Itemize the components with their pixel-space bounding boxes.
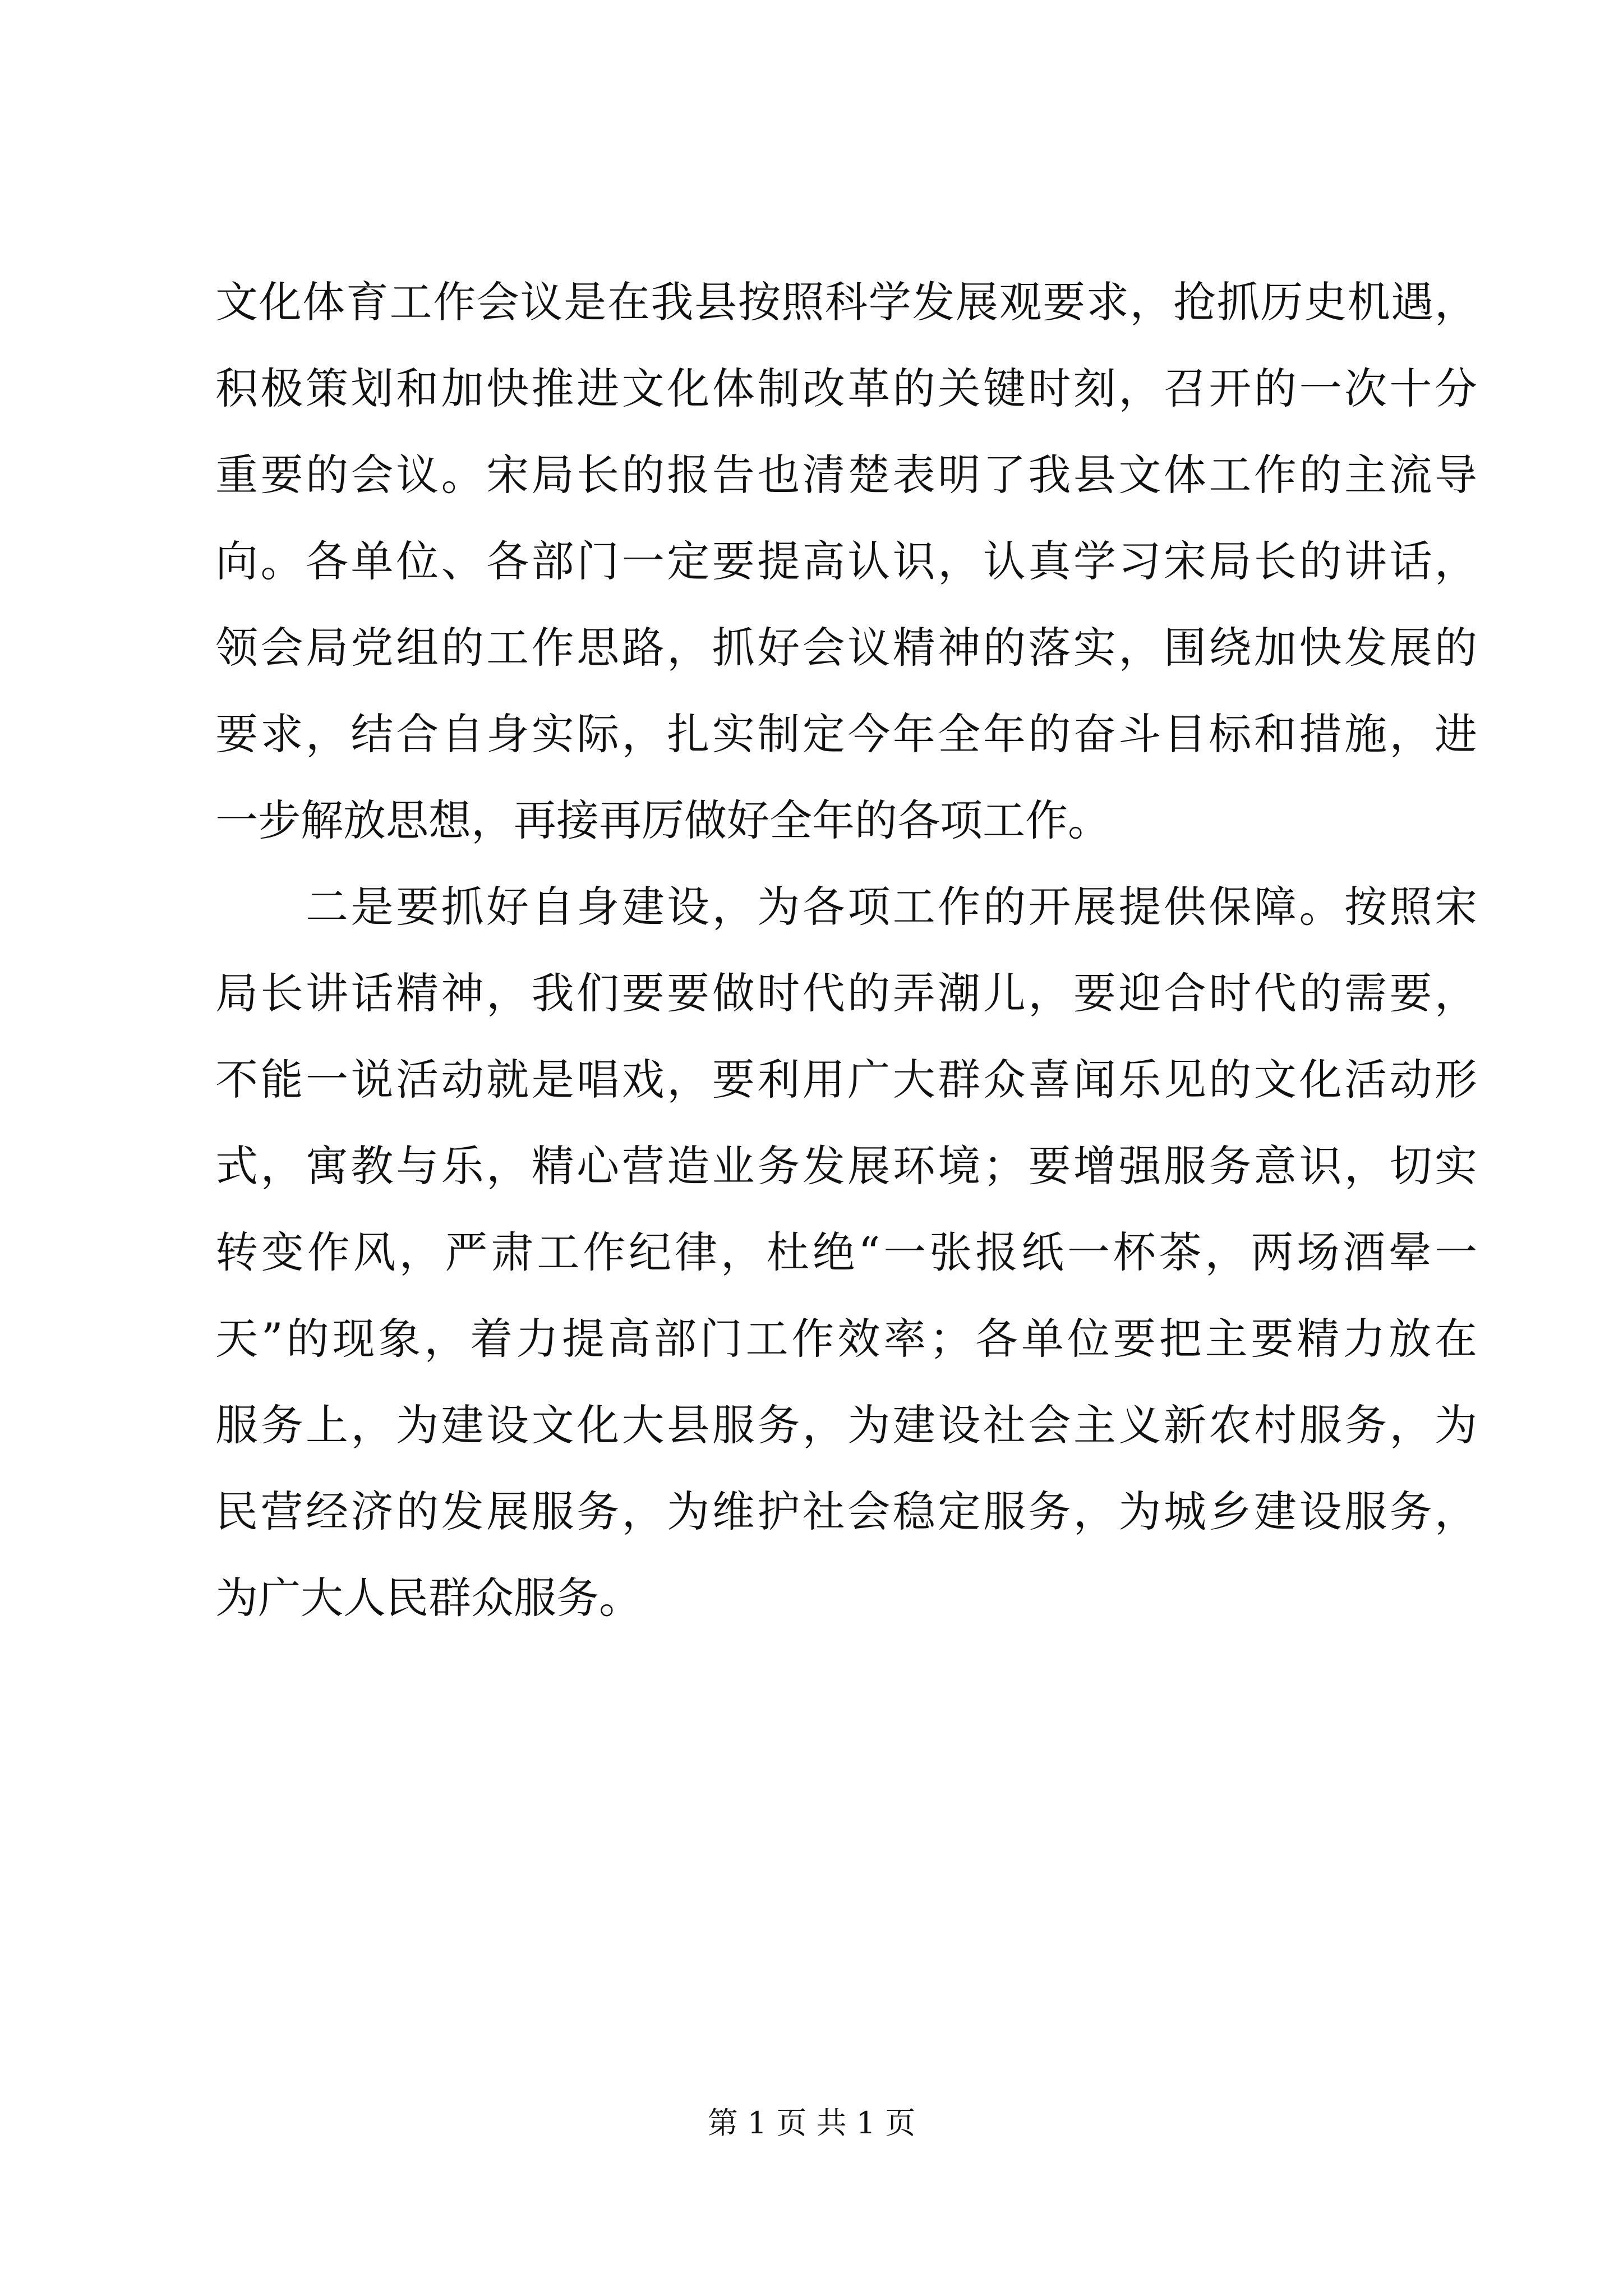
body-text	[215, 259, 1477, 1641]
text-line: 式，寓教与乐，精心营造业务发展环境；要增强服务意识，切实	[215, 1141, 1477, 1191]
text-line: 不能一说活动就是唱戏，要利用广大群众喜闻乐见的文化活动形	[215, 1055, 1477, 1105]
text-line: 天”的现象，着力提高部门工作效率；各单位要把主要精力放在	[215, 1314, 1477, 1364]
text-line: 局长讲话精神，我们要要做时代的弄潮儿，要迎合时代的需要，	[215, 968, 1477, 1018]
page-number-footer: 第 1 页 共 1 页	[707, 2105, 916, 2141]
text-line: 服务上，为建设文化大县服务，为建设社会主义新农村服务，为	[215, 1400, 1477, 1450]
text-line: 积极策划和加快推进文化体制改革的关键时刻，召开的一次十分	[215, 364, 1477, 413]
text-line: 领会局党组的工作思路，抓好会议精神的落实，围绕加快发展的	[215, 623, 1477, 673]
text-line: 一步解放思想，再接再厉做好全年的各项工作。	[215, 795, 1110, 845]
text-line: 重要的会议。宋局长的报告也清楚表明了我县文体工作的主流导	[215, 450, 1477, 500]
text-line: 二是要抓好自身建设，为各项工作的开展提供保障。按照宋	[215, 882, 1477, 932]
text-line: 为广大人民群众服务。	[215, 1573, 642, 1623]
text-line: 文化体育工作会议是在我县按照科学发展观要求，抢抓历史机遇，	[215, 277, 1477, 327]
text-line: 转变作风，严肃工作纪律，杜绝“一张报纸一杯茶，两场酒晕一	[215, 1227, 1477, 1277]
text-line: 民营经济的发展服务，为维护社会稳定服务，为城乡建设服务，	[215, 1487, 1477, 1536]
text-line: 要求，结合自身实际，扎实制定今年全年的奋斗目标和措施，进	[215, 709, 1477, 759]
text-line: 向。各单位、各部门一定要提高认识，认真学习宋局长的讲话，	[215, 536, 1477, 586]
